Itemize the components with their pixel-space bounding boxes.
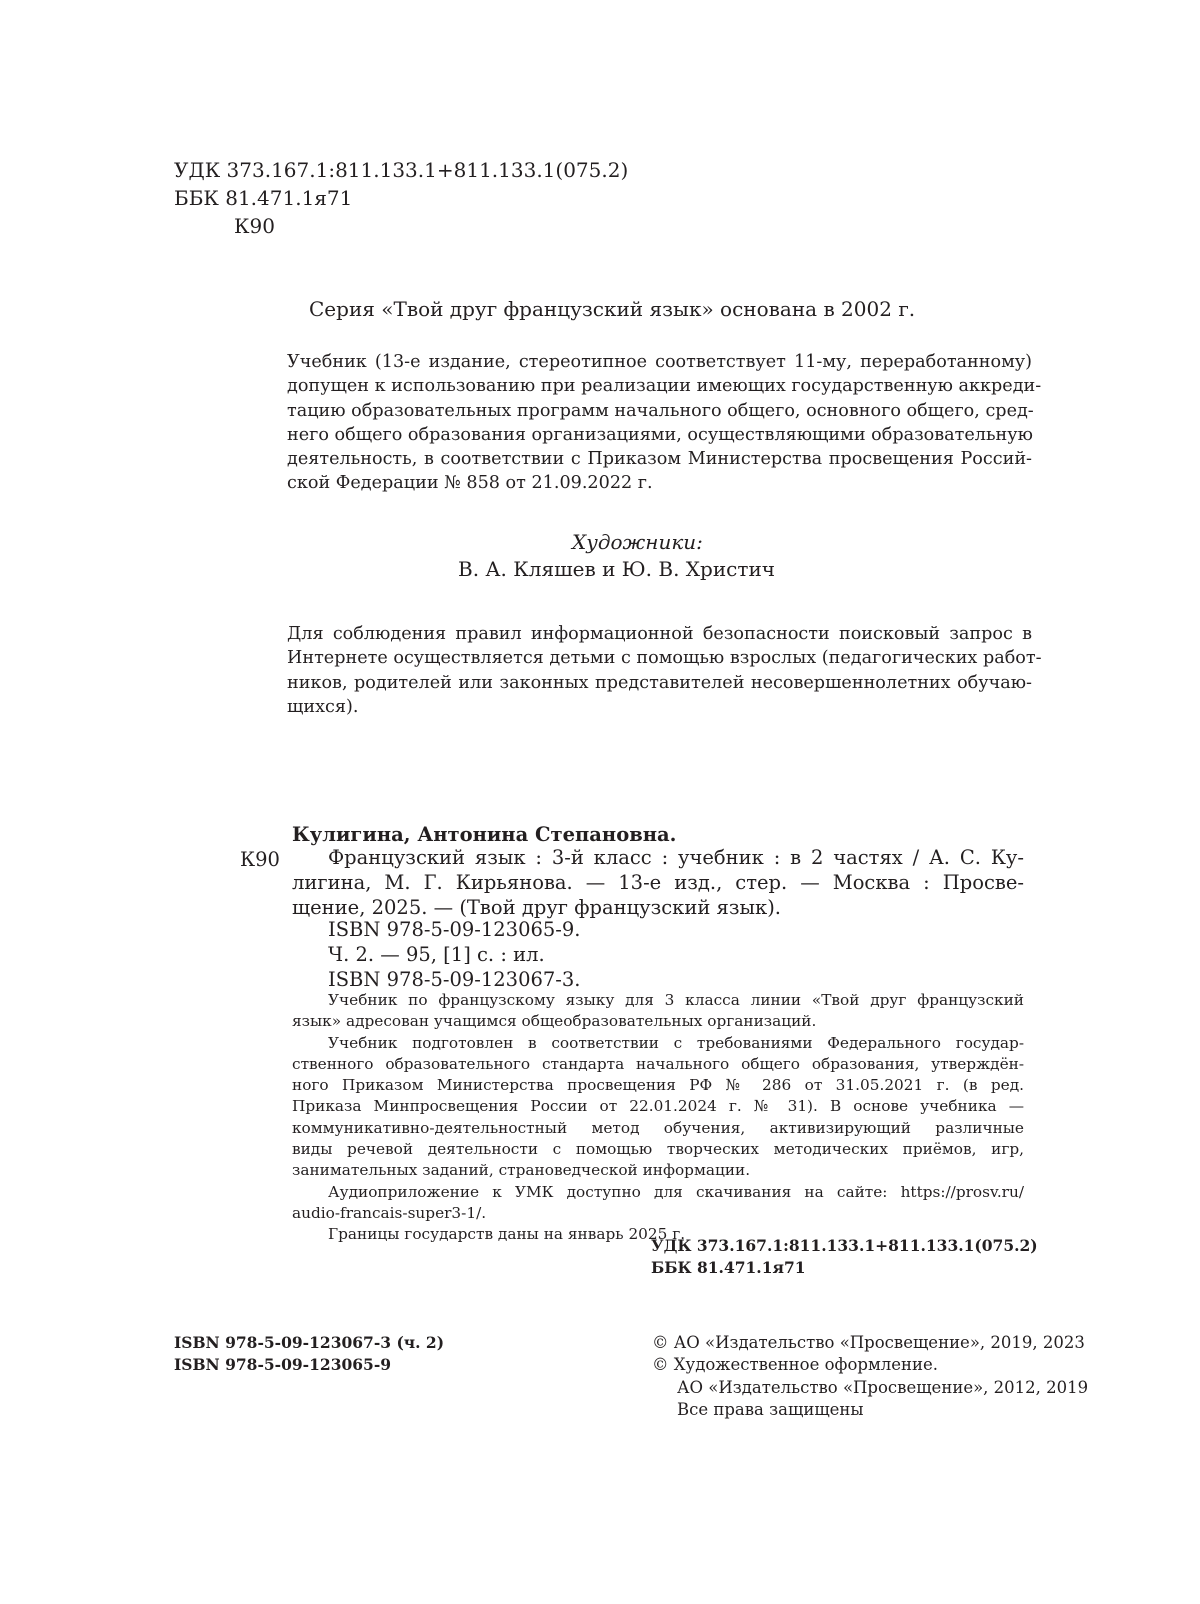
approval-line: ской Федерации № 858 от 21.09.2022 г. <box>287 473 653 494</box>
safety-line: Интернете осуществляется детьми с помощью взрослых (педагогических работ- <box>287 648 1042 669</box>
header-bbk: ББК 81.471.1я71 <box>174 186 353 210</box>
safety-paragraph <box>287 622 1042 719</box>
annotation-line: Приказа Минпросвещения России от 22.01.2024 г. № 31). В основе учебника — <box>292 1097 1024 1116</box>
bib-isbn-set: ISBN 978-5-09-123065-9. <box>328 918 581 941</box>
bib-udk: УДК 373.167.1:811.133.1+811.133.1(075.2) <box>651 1236 1038 1255</box>
approval-line: Учебник (13-е издание, стереотипное соответствует 11-му, переработанному) <box>287 352 1032 372</box>
bib-isbn-part: ISBN 978-5-09-123067-3. <box>328 967 581 991</box>
copyright-line: © АО «Издательство «Просвещение», 2019, 2023 <box>652 1333 1085 1352</box>
isbn-block <box>174 1332 444 1376</box>
artists-label: Художники: <box>572 530 703 554</box>
safety-line: щихся). <box>287 696 359 717</box>
annotation-line: Учебник по французскому языку для 3 класса линии «Твой друг французский <box>328 991 1024 1009</box>
approval-line: допущен к использованию при реализации имеющих государственную аккреди- <box>287 376 1042 397</box>
header-author-code: К90 <box>234 214 275 238</box>
bib-part-info: Ч. 2. — 95, [1] с. : ил. <box>328 942 545 966</box>
series-note: Серия «Твой друг французский язык» основана в 2002 г. <box>309 297 916 321</box>
annotation-line: ного Приказом Министерства просвещения РФ № 286 от 31.05.2021 г. (в ред. <box>292 1076 1024 1095</box>
copyright-line: © Художественное оформление. <box>652 1355 939 1375</box>
approval-line: тацию образовательных программ начального общего, основного общего, сред- <box>287 400 1034 421</box>
copyright-line: Все права защищены <box>677 1400 864 1420</box>
annotation-line: Учебник подготовлен в соответствии с требованиями Федерального государ- <box>328 1033 1024 1052</box>
isbn-part: ISBN 978-5-09-123067-3 (ч. 2) <box>174 1333 445 1352</box>
annotation-line: ственного образовательного стандарта начального общего образования, утверждён- <box>292 1054 1024 1073</box>
bib-description-line: щение, 2025. — (Твой друг французский язык). <box>292 895 781 919</box>
approval-line: него общего образования организациями, осуществляющими образовательную <box>287 424 1033 445</box>
bib-author: Кулигина, Антонина Степановна. <box>292 823 677 846</box>
bib-description-line: лигина, М. Г. Кирьянова. — 13-е изд., стер. — Москва : Просве- <box>292 870 1024 894</box>
copyright-block <box>652 1332 1088 1422</box>
annotation-line: коммуникативно-деятельностный метод обучения, активизирующий различные <box>292 1118 1024 1137</box>
annotation-line: виды речевой деятельности с помощью творческих методических приёмов, игр, <box>292 1140 1024 1159</box>
copyright-line: АО «Издательство «Просвещение», 2012, 2019 <box>677 1377 1089 1397</box>
annotation-line: язык» адресован учащимся общеобразовательных организаций. <box>292 1012 817 1031</box>
annotation-line: audio-francais-super3-1/. <box>292 1203 487 1222</box>
approval-paragraph <box>287 350 1042 496</box>
safety-line: ников, родителей или законных представителей несовершеннолетних обучаю- <box>287 672 1032 693</box>
bib-author-code: К90 <box>240 848 280 871</box>
bib-bbk: ББК 81.471.1я71 <box>651 1258 806 1277</box>
safety-line: Для соблюдения правил информационной безопасности поисковый запрос в <box>287 624 1032 644</box>
bib-annotation <box>292 990 1024 1246</box>
annotation-line: Аудиоприложение к УМК доступно для скачивания на сайте: https://prosv.ru/ <box>328 1182 1024 1201</box>
isbn-total: ISBN 978-5-09-123065-9 <box>174 1355 392 1374</box>
artists-names: В. А. Кляшев и Ю. В. Христич <box>458 557 775 581</box>
bib-description <box>292 846 1024 920</box>
header-udk: УДК 373.167.1:811.133.1+811.133.1(075.2) <box>174 158 629 182</box>
approval-line: деятельность, в соответствии с Приказом Министерства просвещения Россий- <box>287 449 1032 470</box>
bib-description-line: Французский язык : 3-й класс : учебник : в 2 частях / А. С. Ку- <box>328 846 1024 869</box>
bib-meta <box>328 918 581 992</box>
annotation-line: Границы государств даны на январь 2025 г. <box>328 1225 686 1244</box>
annotation-line: занимательных заданий, страноведческой информации. <box>292 1161 751 1180</box>
